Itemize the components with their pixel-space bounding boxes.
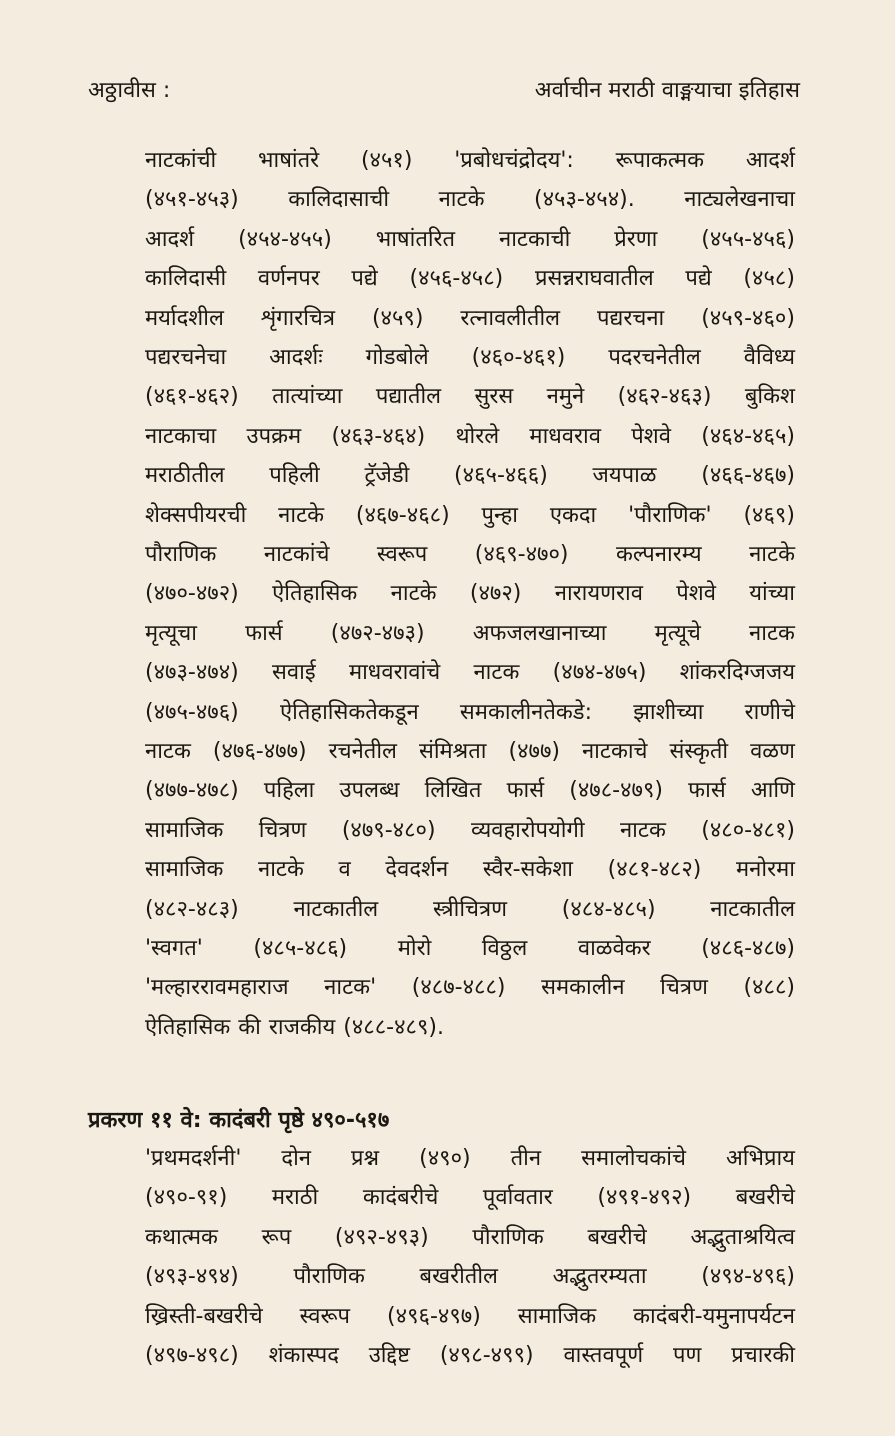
word: कथात्मक xyxy=(145,1224,218,1250)
word: वैविध्य xyxy=(743,345,795,370)
word: कालिदासाची xyxy=(288,187,390,213)
word: पदरचनेतील xyxy=(608,345,701,370)
word: फार्स xyxy=(506,778,545,804)
word: (४५६-४५८) xyxy=(409,266,504,292)
word: चित्रण xyxy=(258,817,307,843)
text-line xyxy=(145,579,795,609)
word: मनोरमा xyxy=(736,857,795,883)
word: प्रचारकी xyxy=(731,1343,795,1368)
word: शांकरदिग्जजय xyxy=(679,660,795,686)
text-line xyxy=(145,146,795,176)
word: अद्भुतरम्यता xyxy=(552,1264,647,1290)
word: (४९४-४९६) xyxy=(701,1264,795,1290)
text-line xyxy=(145,1262,795,1292)
text-line xyxy=(145,304,795,334)
word: समकालीन xyxy=(541,975,625,1001)
text-line xyxy=(145,816,795,846)
word: व्यवहारोपयोगी xyxy=(470,817,585,843)
word: नाटके xyxy=(438,187,485,213)
word: (४६६-४६७) xyxy=(701,463,795,489)
word: भाषांतरित xyxy=(375,226,456,252)
word: व xyxy=(338,857,351,883)
word: बखरीतील xyxy=(419,1264,498,1290)
word: (४९८-४९९) xyxy=(439,1343,534,1368)
word: (४९७-४९८) xyxy=(145,1343,239,1368)
word: ट्रॅजेडी xyxy=(364,463,410,489)
word: स्त्रीचित्रण xyxy=(432,896,508,922)
word: पौराणिक xyxy=(293,1264,365,1290)
word: समालोचकांचे xyxy=(581,1146,686,1171)
word: बखरीचे xyxy=(587,1224,647,1250)
text-line xyxy=(145,225,795,255)
word: बुकिश xyxy=(744,384,795,410)
text-line xyxy=(145,1302,795,1332)
word: (४९६-४९७) xyxy=(387,1303,481,1329)
word: फार्स xyxy=(688,778,726,804)
text-line xyxy=(145,895,795,925)
word: (४६९-४७०) xyxy=(474,542,569,567)
page-number: अठ्ठावीस : xyxy=(88,78,171,103)
text-line xyxy=(145,737,795,767)
word: (४७७) xyxy=(508,739,560,764)
word: पौराणिक xyxy=(472,1224,544,1250)
word: भाषांतरे xyxy=(258,148,320,173)
word: (४९२-४९३) xyxy=(334,1224,429,1250)
word: वास्तवपूर्ण xyxy=(563,1343,644,1368)
word: कादंबरीचे xyxy=(362,1185,439,1211)
text-line xyxy=(145,934,795,964)
word: (४७२) xyxy=(469,581,522,607)
word: पहिला xyxy=(263,778,315,804)
word: (४८२-४८३) xyxy=(145,896,239,922)
word: सामाजिक xyxy=(517,1303,597,1329)
word: अभिप्राय xyxy=(725,1146,795,1171)
word: (४७२-४७३) xyxy=(330,620,425,646)
word: नाटकातील xyxy=(293,896,379,922)
word: नाट्यलेखनाचा xyxy=(684,187,795,213)
word: (४८८-४८९). xyxy=(343,1014,444,1040)
word: नाटके xyxy=(257,857,304,883)
word: पौराणिक xyxy=(145,542,217,567)
word: आदर्श xyxy=(145,226,195,252)
word: देवदर्शन xyxy=(385,857,449,883)
text-line xyxy=(145,501,795,531)
word: (४७६-४७७) xyxy=(212,739,307,764)
word: (४८१-४८२) xyxy=(607,857,702,883)
word: कालिदासी xyxy=(145,266,227,292)
word: (४६३-४६४) xyxy=(331,423,426,449)
word: (४९१-४९२) xyxy=(597,1185,692,1211)
word: कादंबरी-यमुनापर्यटन xyxy=(633,1303,795,1329)
word: रूपाकत्मक xyxy=(615,148,705,173)
word: पूर्वावतार xyxy=(482,1185,553,1211)
word: (४६९) xyxy=(743,502,795,528)
word: पद्यरचनेचा xyxy=(145,345,227,370)
word: नाटकाची xyxy=(499,226,571,252)
word: स्वैर-सकेशा xyxy=(482,857,573,883)
text-line xyxy=(145,264,795,294)
word: राजकीय xyxy=(268,1014,336,1040)
word: (४८५-४८६) xyxy=(253,936,348,961)
word: उद्दिष्ट xyxy=(368,1343,410,1368)
word: कल्पनारम्य xyxy=(615,542,702,567)
text-line xyxy=(145,343,795,373)
word: नाटक xyxy=(473,660,520,686)
text-line xyxy=(145,461,795,491)
word: तीन xyxy=(510,1146,542,1171)
word: (४५५-४५६) xyxy=(701,226,795,252)
word: (४८०-४८१) xyxy=(701,817,795,843)
text-line xyxy=(145,658,795,688)
word: (४७७-४७८) xyxy=(145,778,239,804)
running-header xyxy=(88,76,800,106)
word: दोन xyxy=(281,1146,311,1171)
word: (४९०-९१) xyxy=(145,1185,228,1211)
word: पेशवे xyxy=(676,581,716,607)
word: (४७०-४७२) xyxy=(145,581,239,607)
text-line xyxy=(145,855,795,885)
word: ऐतिहासिकतेकडून xyxy=(280,699,419,725)
word: संस्कृती xyxy=(669,739,729,764)
word: शृंगारचित्र xyxy=(260,305,336,331)
word: सवाई xyxy=(272,660,316,686)
word: (४८६-४८७) xyxy=(701,936,795,961)
word: 'प्रबोधचंद्रोदय': xyxy=(454,148,574,173)
word: मृत्यूचा xyxy=(145,620,197,646)
word: मराठीतील xyxy=(145,463,225,489)
word: वर्णनपर xyxy=(257,266,320,292)
chapter-heading: प्रकरण ११ वे: कादंबरी पृष्ठे ४९०-५१७ xyxy=(88,1108,390,1133)
word: राणीचे xyxy=(744,699,795,725)
text-line xyxy=(145,1183,795,1213)
word: फार्स xyxy=(245,620,283,646)
word: ख्रिस्ती-बखरीचे xyxy=(145,1303,263,1329)
word: नाटक xyxy=(619,817,666,843)
word: (४५८) xyxy=(743,266,795,292)
word: रचनेतील xyxy=(328,739,397,764)
word: एकदा xyxy=(549,502,597,528)
word: आदर्शः xyxy=(269,345,323,370)
word: तात्यांच्या xyxy=(272,384,343,410)
word: 'मल्हाररावमहाराज xyxy=(145,975,289,1001)
word: नाटकांची xyxy=(145,148,217,173)
word: आदर्श xyxy=(745,148,795,173)
word: (४५१-४५३) xyxy=(145,187,239,213)
word: सामाजिक xyxy=(145,857,224,883)
word: नाटक' xyxy=(324,975,377,1001)
word: शेक्सपीयरची xyxy=(145,502,247,528)
word: संमिश्रता xyxy=(418,739,487,764)
text-line xyxy=(145,382,795,412)
text-line xyxy=(145,1013,795,1043)
text-line xyxy=(145,619,795,649)
text-line xyxy=(145,973,795,1003)
word: झाशीच्या xyxy=(633,699,704,725)
word: पहिली xyxy=(269,463,320,489)
word: (४७५-४७६) xyxy=(145,699,239,725)
word: आणि xyxy=(750,778,795,804)
word: (४७९-४८०) xyxy=(341,817,436,843)
word: नमुने xyxy=(546,384,585,410)
word: सुरस xyxy=(474,384,514,410)
word: उपक्रम xyxy=(246,423,302,449)
word: मर्यादशील xyxy=(145,305,224,331)
word: (४६०-४६१) xyxy=(471,345,566,370)
text-line xyxy=(145,776,795,806)
word: शंकास्पद xyxy=(268,1343,339,1368)
word: प्रश्न xyxy=(351,1146,380,1171)
word: (४८८) xyxy=(743,975,795,1001)
word: नाटक xyxy=(145,739,191,764)
word: समकालीनतेकडे: xyxy=(459,699,592,725)
word: पद्ये xyxy=(351,266,378,292)
word: (४५९-४६०) xyxy=(701,305,795,331)
word: बखरीचे xyxy=(735,1185,795,1211)
word: प्रसन्नराघवातील xyxy=(534,266,654,292)
word: गोडबोले xyxy=(365,345,429,370)
word: (४८४-४८५) xyxy=(561,896,656,922)
book-title: अर्वाचीन मराठी वाङ्मयाचा इतिहास xyxy=(534,78,800,103)
word: (४७८-४७९) xyxy=(569,778,664,804)
word: नाटक xyxy=(749,620,795,646)
word: नाटकाचा xyxy=(145,423,217,449)
word: अफजलखानाच्या xyxy=(472,620,607,646)
word: विठ्ठल xyxy=(481,936,528,961)
text-line xyxy=(145,1223,795,1253)
word: (४६५-४६६) xyxy=(454,463,548,489)
word: नाटकाचे xyxy=(581,739,648,764)
word: 'स्वगत' xyxy=(145,936,203,961)
word: रूप xyxy=(261,1224,292,1250)
word: (४७४-४७५) xyxy=(552,660,647,686)
word: (४६७-४६८) xyxy=(355,502,450,528)
word: मोरो xyxy=(397,936,432,961)
word: मृत्यूचे xyxy=(654,620,701,646)
word: (४५४-४५५) xyxy=(238,226,332,252)
word: ऐतिहासिक xyxy=(145,1014,231,1040)
word: स्वरूप xyxy=(299,1303,351,1329)
text-line xyxy=(145,185,795,215)
word: जयपाळ xyxy=(592,463,657,489)
word: (४५१) xyxy=(360,148,413,173)
word: रत्नावलीतील xyxy=(460,305,561,331)
word: (४८७-४८८) xyxy=(411,975,506,1001)
word: पुन्हा xyxy=(481,502,518,528)
word: वाळवेकर xyxy=(577,936,651,961)
text-line xyxy=(145,1144,795,1174)
text-line xyxy=(145,540,795,570)
word: (४७३-४७४) xyxy=(145,660,239,686)
word: पद्यातील xyxy=(375,384,442,410)
word: चित्रण xyxy=(660,975,708,1001)
text-line xyxy=(145,422,795,452)
word: सामाजिक xyxy=(145,817,224,843)
word: (४५३-४५४). xyxy=(533,187,635,213)
word: (४६४-४६५) xyxy=(701,423,795,449)
word: नाटके xyxy=(390,581,437,607)
word: नाटके xyxy=(749,542,795,567)
word: 'प्रथमदर्शनी' xyxy=(145,1146,242,1171)
word: माधवरावांचे xyxy=(348,660,441,686)
word: उपलब्ध xyxy=(339,778,400,804)
word: की xyxy=(238,1014,261,1040)
word: लिखित xyxy=(424,778,482,804)
word: (४६१-४६२) xyxy=(145,384,239,410)
word: (४६२-४६३) xyxy=(617,384,712,410)
word: नारायणराव xyxy=(554,581,643,607)
text-line xyxy=(145,1341,795,1371)
word: (४५९) xyxy=(371,305,424,331)
word: यांच्या xyxy=(749,581,795,607)
text-line xyxy=(145,698,795,728)
word: मराठी xyxy=(271,1185,319,1211)
word: नाटके xyxy=(278,502,325,528)
word: माधवराव xyxy=(529,423,601,449)
word: 'पौराणिक' xyxy=(628,502,712,528)
word: प्रेरणा xyxy=(614,226,658,252)
word: अद्भुताश्रयित्व xyxy=(690,1224,795,1250)
word: वळण xyxy=(750,739,795,764)
word: थोरले xyxy=(455,423,500,449)
word: पद्ये xyxy=(685,266,712,292)
word: पद्यरचना xyxy=(597,305,665,331)
word: पण xyxy=(672,1343,702,1368)
word: नाटकातील xyxy=(710,896,795,922)
word: (४९३-४९४) xyxy=(145,1264,239,1290)
word: ऐतिहासिक xyxy=(272,581,358,607)
word: पेशवे xyxy=(631,423,671,449)
word: स्वरूप xyxy=(376,542,428,567)
word: नाटकांचे xyxy=(263,542,330,567)
word: (४९०) xyxy=(419,1146,471,1171)
